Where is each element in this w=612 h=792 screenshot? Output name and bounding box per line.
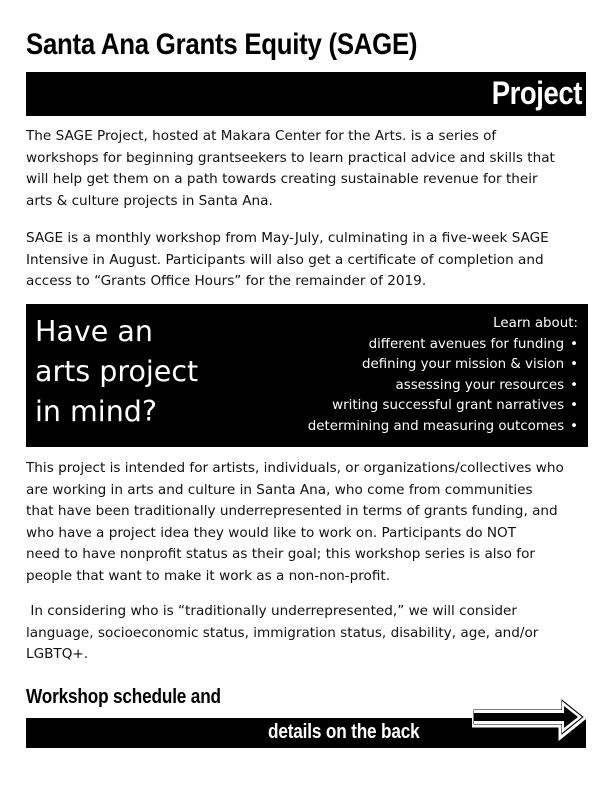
headline-line: in mind?	[35, 395, 158, 428]
topic-item	[308, 417, 578, 438]
text-line: will help get them on a path towards creating sustainable revenue for their	[26, 171, 538, 187]
topic-label: determining and measuring outcomes	[307, 418, 565, 434]
text-line: who have a project idea they would like to work on. Participants do NOT	[26, 524, 517, 541]
learn-heading: Learn about:	[493, 316, 578, 331]
schedule-banner-label: details on the back	[268, 721, 420, 743]
text-line: This project is intended for artists, individuals, or organizations/collectives who	[26, 460, 564, 476]
topic-label: assessing your resources	[395, 377, 565, 393]
callout-box	[26, 304, 588, 447]
learn-about-list	[308, 314, 578, 438]
page-title: Santa Ana Grants Equity (SAGE)	[26, 28, 418, 61]
text-line: LGBTQ+.	[26, 646, 89, 662]
text-line: Intensive in August. Participants will also get a certificate of completion and	[26, 251, 544, 268]
text-line: language, socioeconomic status, immigration status, disability, age, and/or	[26, 624, 539, 641]
callout-headline	[35, 312, 198, 432]
topic-label: different avenues for funding	[368, 336, 565, 352]
text-line: need to have nonprofit status as their goal; this workshop series is also for	[26, 546, 535, 562]
bullet-icon: •	[570, 377, 578, 393]
eligibility-paragraph	[26, 458, 592, 587]
bullet-icon: •	[570, 418, 578, 434]
text-line: The SAGE Project, hosted at Makara Center for the Arts. is a series of	[26, 128, 497, 144]
intro-paragraph-1	[26, 126, 592, 212]
right-arrow-icon	[472, 693, 588, 741]
project-banner	[26, 72, 586, 116]
topic-label: defining your mission & vision	[362, 357, 565, 373]
headline-line: arts project	[35, 355, 199, 388]
topic-item	[308, 335, 578, 356]
headline-line: Have an	[35, 315, 153, 348]
bullet-icon: •	[570, 357, 578, 373]
text-line: SAGE is a monthly workshop from May-July, culminating in a five-week SAGE	[26, 230, 549, 246]
project-banner-label: Project	[491, 75, 582, 111]
text-line: are working in arts and culture in Santa Ana, who come from communities	[26, 481, 533, 498]
underrepresented-paragraph	[26, 601, 592, 666]
text-line: that have been traditionally underrepresented in terms of grants funding, and	[26, 503, 558, 519]
text-line: access to “Grants Office Hours” for the remainder of 2019.	[26, 273, 427, 289]
topic-label: writing successful grant narratives	[332, 398, 565, 414]
topic-item	[308, 376, 578, 397]
intro-paragraph-2	[26, 228, 592, 293]
topic-item	[308, 355, 578, 376]
text-line: workshops for beginning grantseekers to learn practical advice and skills that	[26, 149, 555, 166]
text-line: arts & culture projects in Santa Ana.	[26, 192, 273, 209]
bullet-icon: •	[570, 398, 578, 414]
schedule-heading: Workshop schedule and	[26, 686, 221, 708]
bullet-icon: •	[570, 336, 578, 352]
text-line: people that want to make it work as a non-non-profit.	[26, 567, 391, 584]
text-line: In considering who is “traditionally underrepresented,” we will consider	[26, 603, 517, 619]
topic-item	[308, 396, 578, 417]
